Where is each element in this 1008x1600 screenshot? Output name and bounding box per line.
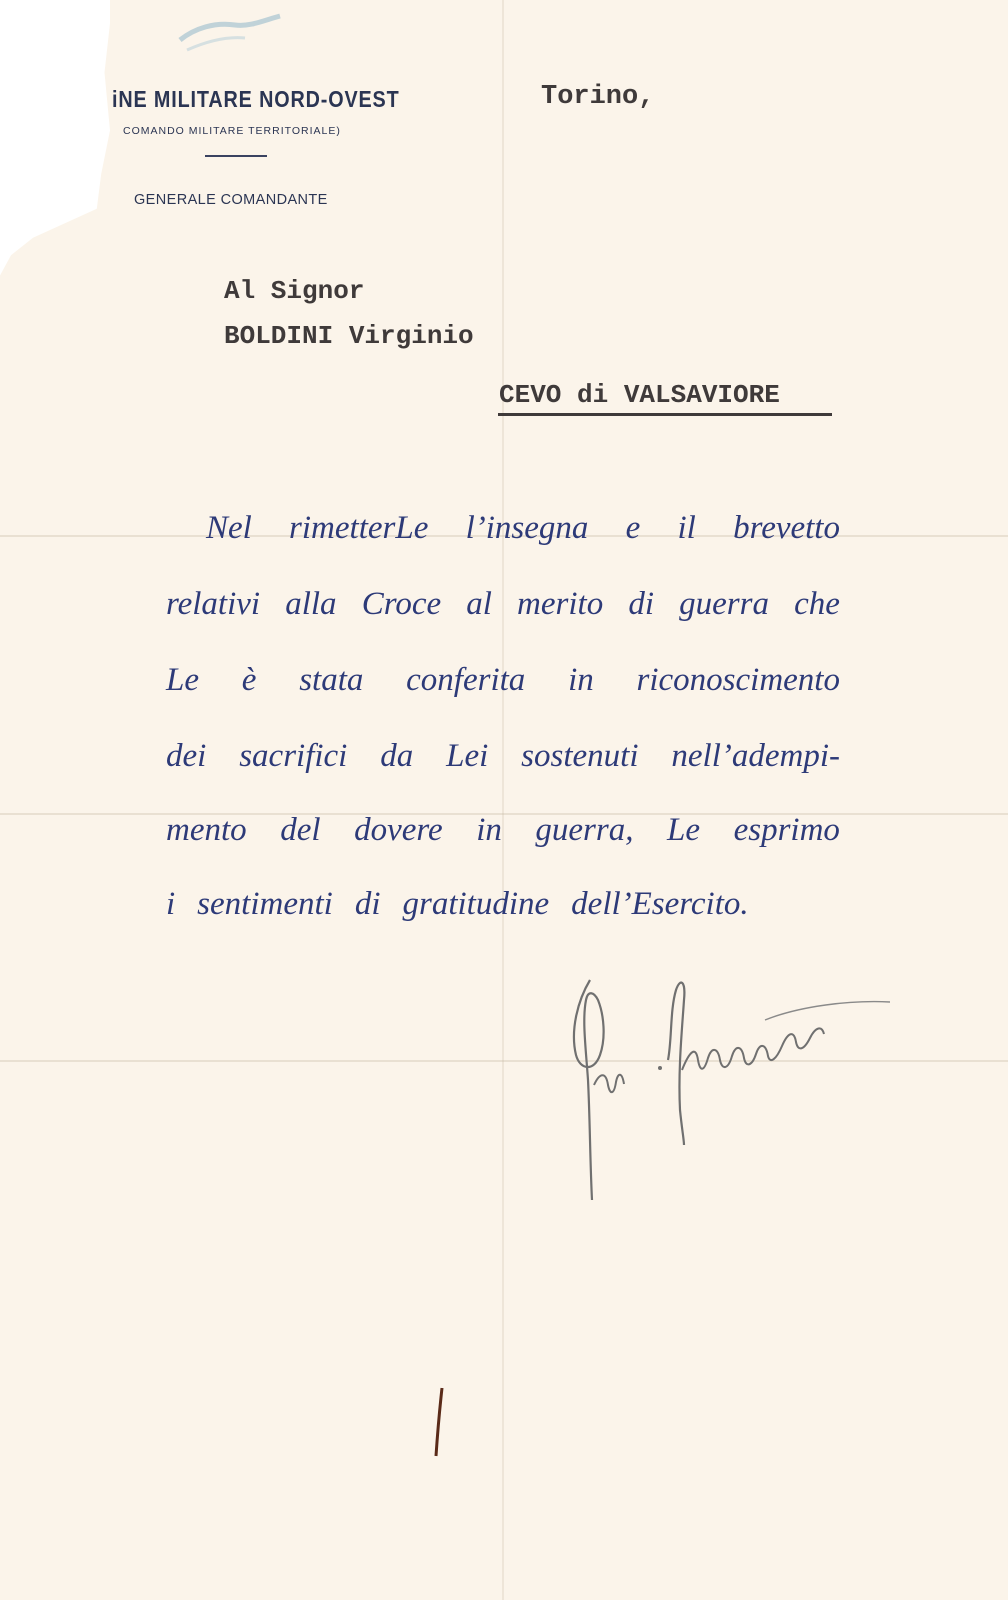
body-word: conferita xyxy=(406,662,526,698)
letterhead-title-text: NE MILITARE NORD-OVEST xyxy=(118,86,400,112)
recipient-salutation: Al Signor xyxy=(224,276,365,306)
place-line: Torino, xyxy=(541,82,655,112)
body-word: stata xyxy=(299,662,364,698)
torn-corner xyxy=(0,0,110,290)
letterhead-role: GENERALE COMANDANTE xyxy=(134,192,328,208)
body-word: dovere xyxy=(354,812,443,848)
body-word: e xyxy=(625,510,641,546)
body-word: nell’adempi- xyxy=(671,738,840,774)
body-word: in xyxy=(568,662,594,698)
letterhead-title xyxy=(112,86,400,113)
body-word: merito xyxy=(517,586,604,622)
body-line-2 xyxy=(166,586,840,623)
body-word: guerra xyxy=(679,586,769,622)
body-word: dei xyxy=(166,738,207,774)
handwritten-signature xyxy=(560,960,900,1210)
body-line-3 xyxy=(166,662,840,699)
body-word: guerra, xyxy=(535,812,634,848)
letterhead-subtitle: COMANDO MILITARE TERRITORIALE) xyxy=(123,125,341,137)
body-word: Lei xyxy=(446,738,489,774)
body-word: sostenuti xyxy=(521,738,639,774)
body-word: da xyxy=(380,738,414,774)
body-word: riconoscimento xyxy=(636,662,840,698)
letterhead-title-fragment: i xyxy=(112,86,119,112)
body-word: esprimo xyxy=(733,812,840,848)
body-word: l’insegna xyxy=(465,510,589,546)
body-line-4 xyxy=(166,738,840,775)
body-word: sentimenti xyxy=(197,886,333,922)
body-word: brevetto xyxy=(733,510,840,546)
stamp-fragment xyxy=(175,10,285,58)
body-word: alla xyxy=(285,586,337,622)
body-word: del xyxy=(280,812,321,848)
fold-line xyxy=(502,0,504,1600)
body-word: Nel xyxy=(206,510,252,546)
recipient-name: BOLDINI Virginio xyxy=(224,321,474,351)
body-word: gratitudine xyxy=(402,886,550,922)
body-word: i xyxy=(166,886,176,922)
body-word: in xyxy=(476,812,502,848)
body-word: rimetterLe xyxy=(289,510,429,546)
body-word: è xyxy=(241,662,257,698)
body-line-6 xyxy=(166,886,836,923)
body-word: che xyxy=(794,586,840,622)
body-line-5 xyxy=(166,812,840,849)
body-line-1 xyxy=(206,510,840,547)
body-word: Croce xyxy=(361,586,442,622)
body-word: Le xyxy=(166,662,199,698)
body-word: il xyxy=(677,510,696,546)
recipient-town-underline xyxy=(498,413,832,416)
body-word: mento xyxy=(166,812,247,848)
ink-mark xyxy=(428,1386,450,1458)
body-word: relativi xyxy=(166,586,261,622)
body-word: di xyxy=(354,886,381,922)
body-word: di xyxy=(628,586,655,622)
recipient-town: CEVO di VALSAVIORE xyxy=(499,380,780,410)
body-word: Le xyxy=(667,812,701,848)
body-word: sacrifici xyxy=(239,738,348,774)
body-word: al xyxy=(466,586,492,622)
body-word: dell’Esercito. xyxy=(571,886,749,922)
letterhead-divider xyxy=(205,155,267,157)
